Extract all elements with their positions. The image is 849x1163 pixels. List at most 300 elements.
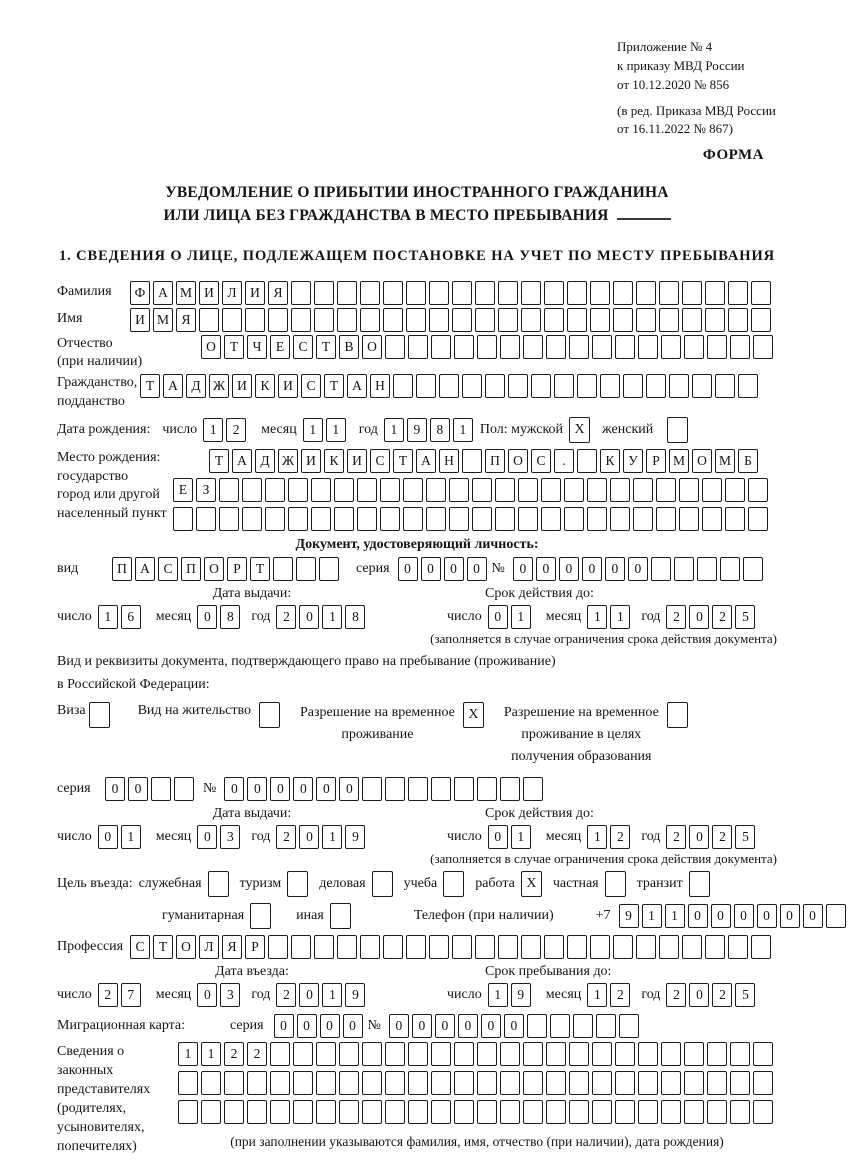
char-box[interactable] bbox=[265, 478, 285, 502]
char-box[interactable] bbox=[748, 507, 768, 531]
char-box[interactable]: 0 bbox=[389, 1014, 409, 1038]
char-box[interactable] bbox=[406, 935, 426, 959]
char-box[interactable] bbox=[684, 1042, 704, 1066]
char-box[interactable]: 0 bbox=[316, 777, 336, 801]
char-box[interactable] bbox=[567, 308, 587, 332]
char-box[interactable]: 1 bbox=[511, 825, 531, 849]
char-box[interactable]: 2 bbox=[712, 983, 732, 1007]
char-box[interactable] bbox=[500, 1042, 520, 1066]
char-box[interactable] bbox=[431, 1042, 451, 1066]
char-box[interactable] bbox=[357, 507, 377, 531]
char-box[interactable]: 0 bbox=[481, 1014, 501, 1038]
char-box[interactable] bbox=[600, 374, 620, 398]
char-box[interactable] bbox=[362, 1042, 382, 1066]
char-box[interactable]: 0 bbox=[780, 904, 800, 928]
char-box[interactable] bbox=[674, 557, 694, 581]
char-box[interactable] bbox=[449, 478, 469, 502]
char-box[interactable] bbox=[656, 507, 676, 531]
char-box[interactable] bbox=[646, 374, 666, 398]
char-box[interactable] bbox=[173, 507, 193, 531]
char-box[interactable]: С bbox=[370, 449, 390, 473]
char-box[interactable]: 5 bbox=[735, 983, 755, 1007]
char-box[interactable]: О bbox=[362, 335, 382, 359]
char-box[interactable] bbox=[613, 281, 633, 305]
char-box[interactable] bbox=[661, 1071, 681, 1095]
char-box[interactable] bbox=[715, 374, 735, 398]
char-box[interactable] bbox=[610, 478, 630, 502]
char-box[interactable]: 0 bbox=[513, 557, 533, 581]
char-box[interactable]: 0 bbox=[224, 777, 244, 801]
char-box[interactable] bbox=[702, 507, 722, 531]
char-box[interactable]: 0 bbox=[488, 605, 508, 629]
char-box[interactable]: 0 bbox=[757, 904, 777, 928]
char-box[interactable] bbox=[656, 478, 676, 502]
sex-male-checkbox[interactable]: X bbox=[569, 417, 590, 443]
char-box[interactable] bbox=[659, 935, 679, 959]
char-box[interactable] bbox=[508, 374, 528, 398]
char-box[interactable]: Л bbox=[199, 935, 219, 959]
char-box[interactable] bbox=[615, 1100, 635, 1124]
char-box[interactable]: 0 bbox=[734, 904, 754, 928]
char-box[interactable] bbox=[380, 478, 400, 502]
char-box[interactable] bbox=[408, 1071, 428, 1095]
char-box[interactable] bbox=[429, 935, 449, 959]
char-box[interactable] bbox=[751, 935, 771, 959]
char-box[interactable]: А bbox=[347, 374, 367, 398]
char-box[interactable]: 1 bbox=[98, 605, 118, 629]
char-box[interactable]: 0 bbox=[803, 904, 823, 928]
char-box[interactable]: 2 bbox=[610, 825, 630, 849]
char-box[interactable] bbox=[403, 478, 423, 502]
char-box[interactable]: О bbox=[201, 335, 221, 359]
purpose-business-checkbox[interactable] bbox=[372, 871, 393, 897]
char-box[interactable] bbox=[521, 281, 541, 305]
char-box[interactable] bbox=[406, 281, 426, 305]
char-box[interactable]: З bbox=[196, 478, 216, 502]
char-box[interactable] bbox=[500, 335, 520, 359]
char-box[interactable] bbox=[500, 1071, 520, 1095]
char-box[interactable] bbox=[638, 335, 658, 359]
char-box[interactable] bbox=[314, 308, 334, 332]
char-box[interactable]: 1 bbox=[326, 418, 346, 442]
char-box[interactable] bbox=[431, 1071, 451, 1095]
char-box[interactable]: С bbox=[293, 335, 313, 359]
char-box[interactable]: 0 bbox=[197, 983, 217, 1007]
char-box[interactable] bbox=[426, 478, 446, 502]
temp-residence-edu-checkbox[interactable] bbox=[667, 702, 688, 728]
char-box[interactable] bbox=[531, 374, 551, 398]
char-box[interactable] bbox=[406, 308, 426, 332]
char-box[interactable]: 1 bbox=[178, 1042, 198, 1066]
char-box[interactable] bbox=[362, 1071, 382, 1095]
char-box[interactable] bbox=[573, 1014, 593, 1038]
char-box[interactable]: 9 bbox=[345, 825, 365, 849]
char-box[interactable]: 0 bbox=[605, 557, 625, 581]
char-box[interactable]: 1 bbox=[587, 825, 607, 849]
char-box[interactable] bbox=[636, 308, 656, 332]
char-box[interactable] bbox=[178, 1100, 198, 1124]
char-box[interactable]: 0 bbox=[339, 777, 359, 801]
char-box[interactable]: 1 bbox=[121, 825, 141, 849]
char-box[interactable]: Я bbox=[176, 308, 196, 332]
char-box[interactable] bbox=[219, 478, 239, 502]
char-box[interactable] bbox=[219, 507, 239, 531]
char-box[interactable] bbox=[357, 478, 377, 502]
char-box[interactable] bbox=[403, 507, 423, 531]
char-box[interactable] bbox=[477, 1100, 497, 1124]
char-box[interactable] bbox=[521, 308, 541, 332]
char-box[interactable]: А bbox=[416, 449, 436, 473]
char-box[interactable] bbox=[707, 335, 727, 359]
char-box[interactable]: Ч bbox=[247, 335, 267, 359]
char-box[interactable] bbox=[454, 777, 474, 801]
char-box[interactable] bbox=[314, 935, 334, 959]
char-box[interactable]: 2 bbox=[226, 418, 246, 442]
char-box[interactable] bbox=[452, 935, 472, 959]
char-box[interactable] bbox=[523, 1071, 543, 1095]
char-box[interactable] bbox=[569, 1071, 589, 1095]
char-box[interactable] bbox=[201, 1100, 221, 1124]
char-box[interactable] bbox=[753, 1100, 773, 1124]
char-box[interactable]: 9 bbox=[511, 983, 531, 1007]
char-box[interactable] bbox=[554, 374, 574, 398]
char-box[interactable] bbox=[523, 335, 543, 359]
char-box[interactable]: 2 bbox=[276, 825, 296, 849]
char-box[interactable] bbox=[174, 777, 194, 801]
char-box[interactable] bbox=[636, 935, 656, 959]
char-box[interactable] bbox=[592, 1071, 612, 1095]
char-box[interactable] bbox=[518, 507, 538, 531]
char-box[interactable] bbox=[725, 507, 745, 531]
char-box[interactable] bbox=[273, 557, 293, 581]
char-box[interactable] bbox=[334, 507, 354, 531]
char-box[interactable] bbox=[569, 335, 589, 359]
residence-permit-checkbox[interactable] bbox=[259, 702, 280, 728]
char-box[interactable]: 6 bbox=[121, 605, 141, 629]
char-box[interactable] bbox=[730, 1100, 750, 1124]
char-box[interactable] bbox=[291, 935, 311, 959]
char-box[interactable] bbox=[472, 507, 492, 531]
char-box[interactable] bbox=[498, 308, 518, 332]
char-box[interactable]: 1 bbox=[322, 605, 342, 629]
char-box[interactable]: 0 bbox=[343, 1014, 363, 1038]
char-box[interactable] bbox=[337, 935, 357, 959]
purpose-transit-checkbox[interactable] bbox=[689, 871, 710, 897]
char-box[interactable]: 0 bbox=[688, 904, 708, 928]
char-box[interactable] bbox=[431, 1100, 451, 1124]
char-box[interactable] bbox=[702, 478, 722, 502]
purpose-private-checkbox[interactable] bbox=[605, 871, 626, 897]
char-box[interactable]: 1 bbox=[642, 904, 662, 928]
char-box[interactable] bbox=[268, 308, 288, 332]
char-box[interactable]: Е bbox=[173, 478, 193, 502]
char-box[interactable] bbox=[408, 777, 428, 801]
char-box[interactable] bbox=[362, 1100, 382, 1124]
char-box[interactable]: 5 bbox=[735, 825, 755, 849]
purpose-official-checkbox[interactable] bbox=[208, 871, 229, 897]
char-box[interactable]: Я bbox=[268, 281, 288, 305]
char-box[interactable]: 1 bbox=[587, 605, 607, 629]
char-box[interactable]: П bbox=[181, 557, 201, 581]
char-box[interactable] bbox=[521, 935, 541, 959]
char-box[interactable] bbox=[385, 1100, 405, 1124]
char-box[interactable]: В bbox=[339, 335, 359, 359]
char-box[interactable] bbox=[380, 507, 400, 531]
char-box[interactable] bbox=[293, 1042, 313, 1066]
char-box[interactable] bbox=[477, 1042, 497, 1066]
char-box[interactable]: 2 bbox=[666, 605, 686, 629]
char-box[interactable]: 0 bbox=[689, 825, 709, 849]
char-box[interactable] bbox=[743, 557, 763, 581]
char-box[interactable] bbox=[316, 1071, 336, 1095]
char-box[interactable]: 1 bbox=[201, 1042, 221, 1066]
char-box[interactable]: 1 bbox=[203, 418, 223, 442]
char-box[interactable] bbox=[316, 1042, 336, 1066]
char-box[interactable] bbox=[224, 1071, 244, 1095]
char-box[interactable] bbox=[679, 478, 699, 502]
char-box[interactable]: И bbox=[245, 281, 265, 305]
char-box[interactable] bbox=[527, 1014, 547, 1038]
char-box[interactable] bbox=[728, 935, 748, 959]
char-box[interactable]: 0 bbox=[398, 557, 418, 581]
char-box[interactable]: 1 bbox=[587, 983, 607, 1007]
char-box[interactable] bbox=[596, 1014, 616, 1038]
char-box[interactable] bbox=[661, 1042, 681, 1066]
char-box[interactable] bbox=[385, 777, 405, 801]
char-box[interactable] bbox=[291, 281, 311, 305]
char-box[interactable] bbox=[544, 935, 564, 959]
char-box[interactable] bbox=[518, 478, 538, 502]
char-box[interactable] bbox=[659, 308, 679, 332]
char-box[interactable] bbox=[577, 374, 597, 398]
char-box[interactable]: И bbox=[199, 281, 219, 305]
char-box[interactable]: Ж bbox=[209, 374, 229, 398]
char-box[interactable] bbox=[268, 935, 288, 959]
char-box[interactable]: Т bbox=[153, 935, 173, 959]
char-box[interactable]: И bbox=[301, 449, 321, 473]
char-box[interactable]: С bbox=[158, 557, 178, 581]
char-box[interactable] bbox=[615, 1071, 635, 1095]
char-box[interactable]: И bbox=[278, 374, 298, 398]
char-box[interactable] bbox=[751, 308, 771, 332]
char-box[interactable]: 0 bbox=[421, 557, 441, 581]
char-box[interactable] bbox=[546, 1042, 566, 1066]
char-box[interactable] bbox=[705, 935, 725, 959]
char-box[interactable] bbox=[544, 281, 564, 305]
char-box[interactable] bbox=[383, 281, 403, 305]
char-box[interactable]: 0 bbox=[458, 1014, 478, 1038]
char-box[interactable] bbox=[638, 1071, 658, 1095]
char-box[interactable] bbox=[293, 1071, 313, 1095]
char-box[interactable] bbox=[541, 507, 561, 531]
char-box[interactable] bbox=[705, 308, 725, 332]
char-box[interactable] bbox=[592, 335, 612, 359]
char-box[interactable]: 0 bbox=[444, 557, 464, 581]
char-box[interactable]: М bbox=[153, 308, 173, 332]
char-box[interactable] bbox=[201, 1071, 221, 1095]
char-box[interactable]: 0 bbox=[320, 1014, 340, 1038]
purpose-work-checkbox[interactable]: X bbox=[521, 871, 542, 897]
char-box[interactable] bbox=[291, 308, 311, 332]
char-box[interactable] bbox=[498, 281, 518, 305]
char-box[interactable] bbox=[748, 478, 768, 502]
char-box[interactable] bbox=[293, 1100, 313, 1124]
char-box[interactable] bbox=[475, 308, 495, 332]
char-box[interactable]: 1 bbox=[322, 983, 342, 1007]
char-box[interactable] bbox=[669, 374, 689, 398]
char-box[interactable] bbox=[485, 374, 505, 398]
char-box[interactable] bbox=[569, 1042, 589, 1066]
char-box[interactable] bbox=[316, 1100, 336, 1124]
char-box[interactable] bbox=[633, 478, 653, 502]
char-box[interactable]: Ж bbox=[278, 449, 298, 473]
char-box[interactable]: К bbox=[324, 449, 344, 473]
char-box[interactable]: С bbox=[531, 449, 551, 473]
char-box[interactable] bbox=[454, 1042, 474, 1066]
char-box[interactable]: 0 bbox=[274, 1014, 294, 1038]
char-box[interactable] bbox=[661, 1100, 681, 1124]
char-box[interactable] bbox=[288, 478, 308, 502]
char-box[interactable] bbox=[592, 1042, 612, 1066]
char-box[interactable] bbox=[431, 335, 451, 359]
char-box[interactable] bbox=[623, 374, 643, 398]
char-box[interactable] bbox=[339, 1100, 359, 1124]
char-box[interactable] bbox=[661, 335, 681, 359]
char-box[interactable]: Р bbox=[227, 557, 247, 581]
char-box[interactable]: Р bbox=[245, 935, 265, 959]
char-box[interactable]: 1 bbox=[511, 605, 531, 629]
char-box[interactable] bbox=[564, 507, 584, 531]
char-box[interactable] bbox=[385, 1071, 405, 1095]
purpose-humanitarian-checkbox[interactable] bbox=[250, 903, 271, 929]
char-box[interactable] bbox=[334, 478, 354, 502]
char-box[interactable] bbox=[590, 281, 610, 305]
char-box[interactable]: 2 bbox=[276, 605, 296, 629]
char-box[interactable] bbox=[408, 335, 428, 359]
char-box[interactable] bbox=[454, 1100, 474, 1124]
char-box[interactable]: Я bbox=[222, 935, 242, 959]
char-box[interactable] bbox=[270, 1100, 290, 1124]
char-box[interactable]: 0 bbox=[197, 825, 217, 849]
char-box[interactable] bbox=[730, 335, 750, 359]
char-box[interactable]: 0 bbox=[105, 777, 125, 801]
char-box[interactable]: О bbox=[204, 557, 224, 581]
char-box[interactable]: 2 bbox=[666, 825, 686, 849]
char-box[interactable] bbox=[337, 281, 357, 305]
char-box[interactable]: 9 bbox=[407, 418, 427, 442]
char-box[interactable] bbox=[452, 308, 472, 332]
char-box[interactable] bbox=[587, 507, 607, 531]
char-box[interactable] bbox=[224, 1100, 244, 1124]
char-box[interactable]: А bbox=[163, 374, 183, 398]
char-box[interactable] bbox=[569, 1100, 589, 1124]
char-box[interactable] bbox=[311, 507, 331, 531]
char-box[interactable]: 1 bbox=[610, 605, 630, 629]
char-box[interactable]: С bbox=[301, 374, 321, 398]
char-box[interactable] bbox=[567, 281, 587, 305]
char-box[interactable]: 2 bbox=[666, 983, 686, 1007]
char-box[interactable] bbox=[753, 335, 773, 359]
char-box[interactable] bbox=[619, 1014, 639, 1038]
char-box[interactable]: 9 bbox=[345, 983, 365, 1007]
char-box[interactable] bbox=[707, 1071, 727, 1095]
char-box[interactable]: И bbox=[347, 449, 367, 473]
char-box[interactable] bbox=[550, 1014, 570, 1038]
char-box[interactable] bbox=[475, 935, 495, 959]
char-box[interactable] bbox=[638, 1042, 658, 1066]
char-box[interactable] bbox=[500, 1100, 520, 1124]
char-box[interactable] bbox=[651, 557, 671, 581]
char-box[interactable]: 0 bbox=[299, 825, 319, 849]
char-box[interactable] bbox=[360, 281, 380, 305]
char-box[interactable]: 0 bbox=[435, 1014, 455, 1038]
char-box[interactable]: 0 bbox=[299, 605, 319, 629]
char-box[interactable] bbox=[339, 1042, 359, 1066]
char-box[interactable]: 8 bbox=[345, 605, 365, 629]
char-box[interactable] bbox=[500, 777, 520, 801]
char-box[interactable] bbox=[199, 308, 219, 332]
char-box[interactable]: П bbox=[485, 449, 505, 473]
char-box[interactable] bbox=[477, 777, 497, 801]
char-box[interactable]: 0 bbox=[270, 777, 290, 801]
char-box[interactable] bbox=[638, 1100, 658, 1124]
char-box[interactable] bbox=[495, 507, 515, 531]
char-box[interactable] bbox=[682, 935, 702, 959]
char-box[interactable] bbox=[408, 1042, 428, 1066]
char-box[interactable]: Т bbox=[209, 449, 229, 473]
char-box[interactable]: 0 bbox=[689, 983, 709, 1007]
char-box[interactable]: У bbox=[623, 449, 643, 473]
char-box[interactable]: 1 bbox=[322, 825, 342, 849]
char-box[interactable] bbox=[610, 507, 630, 531]
char-box[interactable] bbox=[753, 1042, 773, 1066]
char-box[interactable]: 1 bbox=[488, 983, 508, 1007]
char-box[interactable]: 5 bbox=[735, 605, 755, 629]
char-box[interactable] bbox=[270, 1042, 290, 1066]
char-box[interactable]: Т bbox=[324, 374, 344, 398]
char-box[interactable] bbox=[659, 281, 679, 305]
char-box[interactable]: 9 bbox=[619, 904, 639, 928]
char-box[interactable]: К bbox=[255, 374, 275, 398]
char-box[interactable]: 7 bbox=[121, 983, 141, 1007]
char-box[interactable] bbox=[339, 1071, 359, 1095]
char-box[interactable] bbox=[462, 449, 482, 473]
char-box[interactable] bbox=[472, 478, 492, 502]
char-box[interactable] bbox=[679, 507, 699, 531]
char-box[interactable] bbox=[728, 308, 748, 332]
char-box[interactable] bbox=[222, 308, 242, 332]
char-box[interactable] bbox=[692, 374, 712, 398]
char-box[interactable]: Н bbox=[370, 374, 390, 398]
char-box[interactable]: 0 bbox=[559, 557, 579, 581]
char-box[interactable]: . bbox=[554, 449, 574, 473]
char-box[interactable]: 0 bbox=[711, 904, 731, 928]
char-box[interactable] bbox=[730, 1071, 750, 1095]
purpose-study-checkbox[interactable] bbox=[443, 871, 464, 897]
char-box[interactable] bbox=[725, 478, 745, 502]
char-box[interactable] bbox=[426, 507, 446, 531]
char-box[interactable]: 2 bbox=[224, 1042, 244, 1066]
char-box[interactable] bbox=[270, 1071, 290, 1095]
char-box[interactable]: Р bbox=[646, 449, 666, 473]
char-box[interactable] bbox=[523, 1100, 543, 1124]
purpose-tourism-checkbox[interactable] bbox=[287, 871, 308, 897]
char-box[interactable] bbox=[707, 1100, 727, 1124]
char-box[interactable]: Б bbox=[738, 449, 758, 473]
char-box[interactable] bbox=[245, 308, 265, 332]
char-box[interactable]: 0 bbox=[297, 1014, 317, 1038]
char-box[interactable]: О bbox=[692, 449, 712, 473]
